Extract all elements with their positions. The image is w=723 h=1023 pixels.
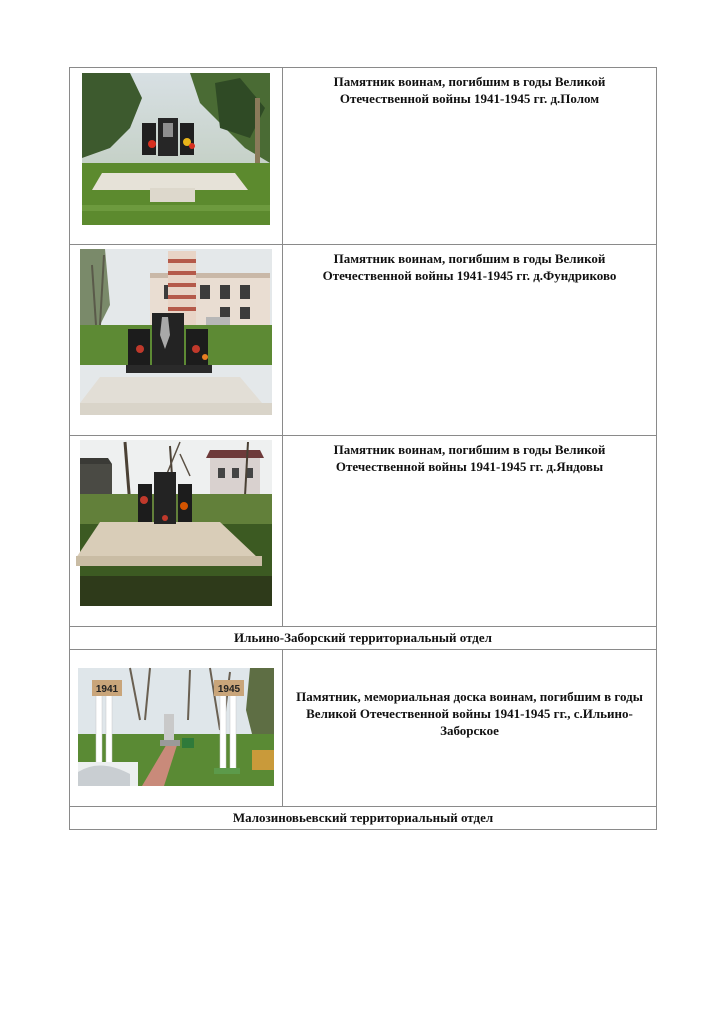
memorial-photo-fundrikovo	[70, 245, 282, 435]
plaque-year-right: 1945	[217, 684, 241, 695]
plaque-year-left: 1941	[95, 684, 119, 695]
memorial-photo-polom	[70, 68, 282, 244]
memorial-title: Памятник воинам, погибшим в годы Великой Отечественной войны 1941-1945 гг. д.Яндовы	[333, 442, 606, 474]
table-row	[70, 436, 657, 627]
table-row	[70, 650, 657, 807]
section-heading: Ильино-Заборский территориальный отдел	[70, 627, 657, 650]
memorial-photo-ilino-zaborskoe	[70, 650, 282, 806]
photo-cell	[70, 436, 283, 627]
memorial-description	[283, 650, 657, 807]
photo-cell	[70, 68, 283, 245]
memorial-description	[283, 436, 657, 627]
table-row	[70, 245, 657, 436]
memorial-title: Памятник, мемориальная доска воинам, погибшим в годы Великой Отечественной войны 1941-1945 гг., с.Ильино-Заборское	[296, 689, 643, 738]
section-row	[70, 807, 657, 830]
section-row	[70, 627, 657, 650]
photo-cell	[70, 650, 283, 807]
memorial-title: Памятник воинам, погибшим в годы Великой Отечественной войны 1941-1945 гг. д.Фундриково	[322, 251, 617, 283]
table-row	[70, 68, 657, 245]
memorial-photo-yandovy	[70, 436, 282, 626]
memorials-table	[69, 67, 657, 830]
memorial-description	[283, 68, 657, 245]
memorial-title: Памятник воинам, погибшим в годы Великой Отечественной войны 1941-1945 гг. д.Полом	[333, 74, 606, 106]
section-heading: Малозиновьевский территориальный отдел	[70, 807, 657, 830]
photo-cell	[70, 245, 283, 436]
memorial-description	[283, 245, 657, 436]
